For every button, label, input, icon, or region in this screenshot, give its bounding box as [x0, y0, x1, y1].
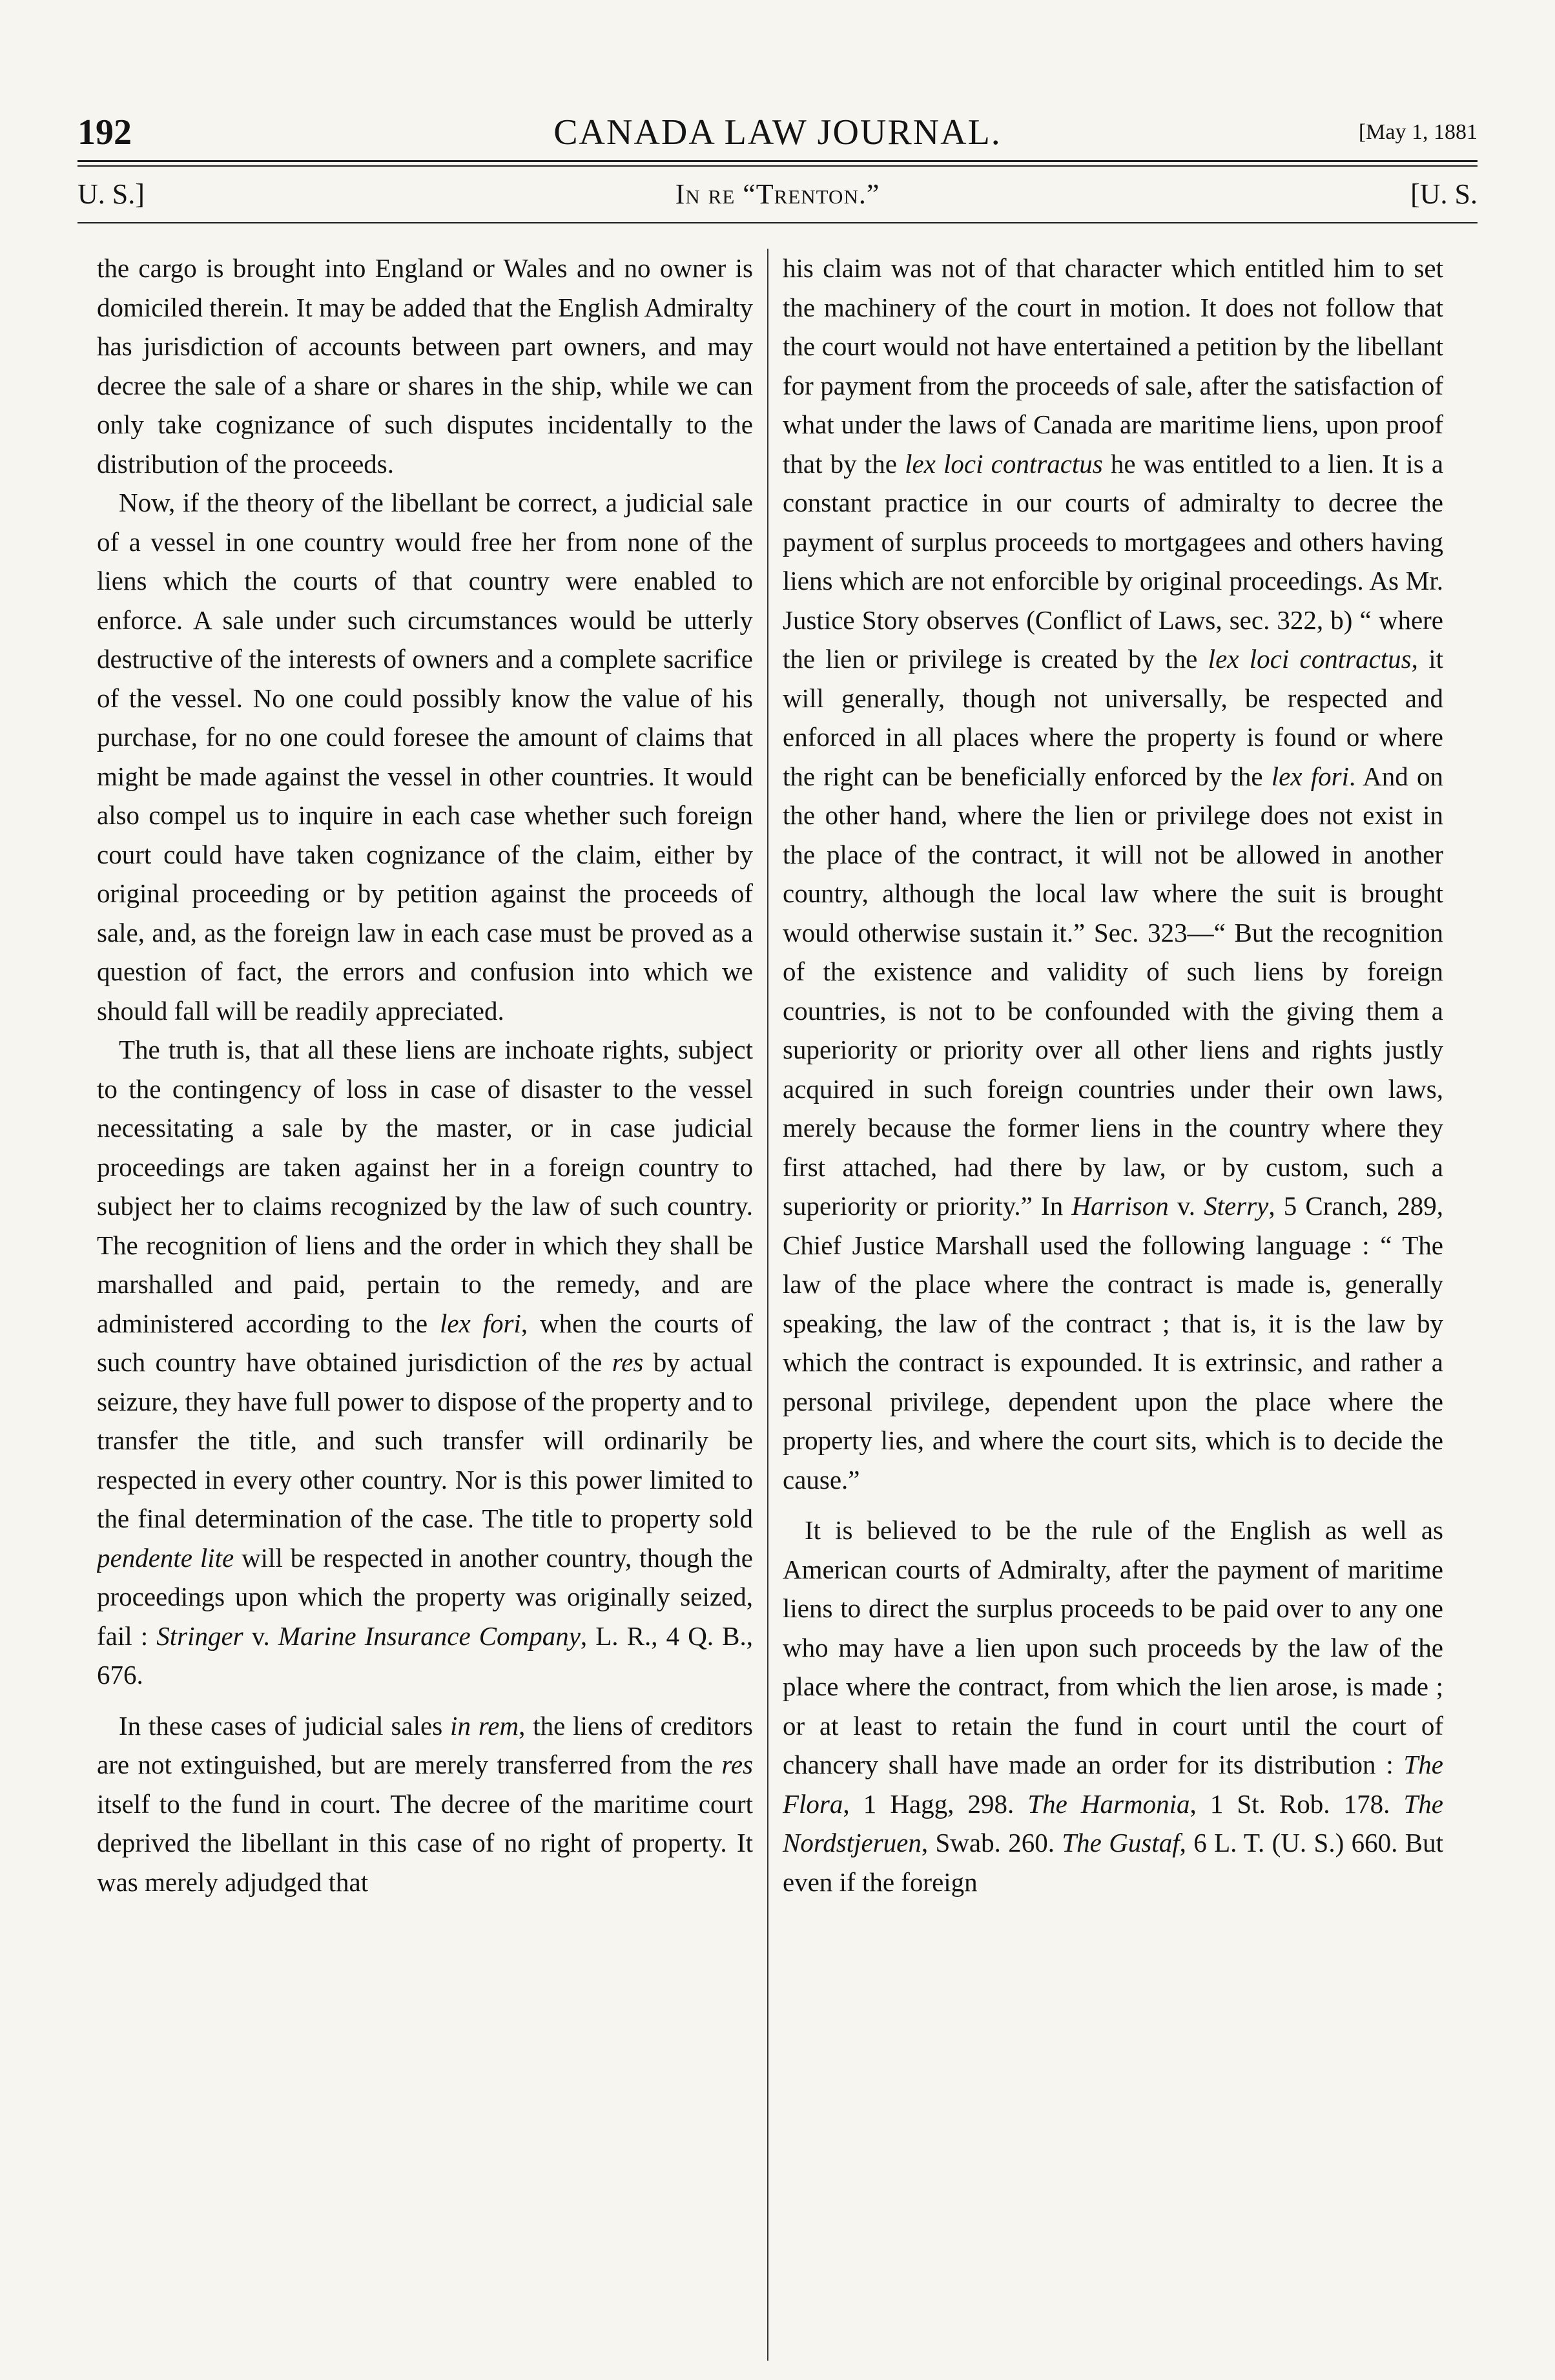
text-run: , 1 Hagg, 298. — [843, 1788, 1028, 1819]
text-run: itself to the fund in court. The decree of the maritime court deprived the libellant in this case of no right of property. It was merely adjudged that — [97, 1788, 753, 1897]
italic-citation: lex loci contractus — [1208, 644, 1412, 674]
italic-citation: The Flora — [783, 1750, 1443, 1819]
right-column — [768, 249, 1443, 2361]
italic-citation: lex loci contractus — [905, 448, 1103, 479]
italic-citation: Sterry — [1204, 1191, 1269, 1221]
paragraph — [97, 1706, 753, 1902]
text-run: will be respected in another country, though the proceedings upon which the property was originally seized, fail : — [97, 1542, 753, 1651]
text-run: v. — [243, 1620, 278, 1651]
italic-citation: res — [721, 1750, 753, 1779]
journal-title: CANADA LAW JOURNAL. — [553, 112, 1002, 152]
left-column — [97, 249, 768, 2361]
page-number: 192 — [77, 112, 132, 152]
header-rule-double — [77, 165, 1478, 167]
italic-citation: in rem — [450, 1710, 519, 1741]
case-title: In re “Trenton.” — [675, 178, 880, 210]
text-run: , 1 St. Rob. 178. — [1189, 1788, 1404, 1819]
text-run: It is believed to be the rule of the English as well as American courts of Admiralty, after the payment of maritime liens to direct the surplus proceeds to be paid over to any one who may have a lien upon such proceeds by the law of the place where the contract, from which the lien arose, is made ; or at least to retain the fund in court until the court of chancery shall have made an order for its distribution : — [783, 1515, 1443, 1779]
paragraph — [783, 249, 1443, 1499]
text-run: The truth is, that all these liens are inchoate rights, subject to the contingency of loss in case of disaster to the vessel necessitating a sale by the master, or in case judicial proceedings are taken against her in a foreign country to subject her to claims recognized by the law of such country. The recognition of liens and the order in which they shall be marshalled and paid, pertain to the remedy, and are administered according to the — [97, 1035, 753, 1338]
text-run: , the liens of creditors are not extinguished, but are merely transferred from the — [97, 1710, 753, 1779]
text-run: v. — [1168, 1191, 1204, 1221]
text-run: , 6 L. T. (U. S.) 660. But even if the foreign — [783, 1828, 1443, 1897]
text-run: , when the courts of such country have obtained jurisdiction of the — [97, 1308, 754, 1377]
jurisdiction-left: U. S.] — [77, 178, 145, 210]
italic-citation: lex fori — [1271, 761, 1349, 791]
issue-date: [May 1, 1881 — [1358, 120, 1478, 144]
text-run: . And on the other hand, where the lien or privilege does not exist in the place of the contract, it will not be allowed in another country, although the local law where the suit is brought would otherwise sustain it.” Sec. 323—“ But the recognition of the existence and validity of such liens by foreign countries, is not to be confounded with the giving them a superiority or priority over all other liens and rights justly acquired in such foreign countries under their own laws, merely because the former liens in the country where they first attached, had there by law, or by custom, such a superiority or priority.” In — [783, 761, 1443, 1221]
text-run: , Swab. 260. — [921, 1828, 1062, 1857]
italic-citation: Stringer — [156, 1620, 243, 1651]
text-run: the cargo is brought into England or Wales and no owner is domiciled therein. It may be added that the English Admiralty has jurisdiction of accounts between part owners, and may decree the sale of a share or shares in the ship, while we can only take cognizance of such disputes incidentally to the distribution of the proceeds. — [97, 253, 753, 479]
italic-citation: The Nordstjeruen — [783, 1788, 1443, 1857]
italic-citation: pendente lite — [97, 1542, 234, 1573]
italic-citation: res — [612, 1347, 644, 1377]
text-run: , 5 Cranch, 289, Chief Justice Marshall used the following language : “ The law of the place where the contract is made is, generally speaking, the law of the contract ; that is, it is the law by which the contract is expounded. It is extrinsic, and rather a personal privilege, dependent upon the place where the property lies, and where the court sits, which is to decide the cause.” — [783, 1191, 1443, 1495]
header-rule — [77, 160, 1478, 162]
italic-citation: The Gustaf — [1062, 1828, 1180, 1857]
text-run: , it will generally, though not universally, be respected and enforced in all places where the property is found or where the right can be beneficially enforced by the — [783, 644, 1443, 791]
running-head — [77, 110, 1478, 155]
case-heading-rule — [77, 222, 1478, 223]
text-run: , L. R., 4 Q. B., 676. — [97, 1620, 753, 1690]
text-run: by actual seizure, they have full power to dispose of the property and to transfer the title, and such transfer will ordinarily be respected in every other country. Nor is this power limited to the final determination of the case. The title to property sold — [97, 1347, 753, 1533]
jurisdiction-right: [U. S. — [1410, 178, 1478, 210]
text-run: he was entitled to a lien. It is a constant practice in our courts of admiralty to decree the payment of surplus proceeds to mortgagees and others having liens which are not enforcible by original proceedings. As Mr. Justice Story observes (Conflict of Laws, sec. 322, b) “ where the lien or privilege is created by the — [783, 448, 1443, 674]
italic-citation: Marine Insurance Company — [278, 1620, 581, 1651]
text-run: Now, if the theory of the libellant be correct, a judicial sale of a vessel in one country would free her from none of the liens which the courts of that country were enabled to enforce. A sale under such circumstances would be utterly destructive of the interests of owners and a complete sacrifice of the vessel. No one could possibly know the value of his purchase, for no one could foresee the amount of claims that might be made against the vessel in other countries. It would also compel us to inquire in each case whether such foreign court could have taken cognizance of the claim, either by original proceeding or by petition against the proceeds of sale, and, as the foreign law in each case must be proved as a question of fact, the errors and confusion into which we should fall will be readily appreciated. — [97, 488, 753, 1026]
text-run: In these cases of judicial sales — [119, 1710, 451, 1741]
text-run: his claim was not of that character which entitled him to set the machinery of the court in motion. It does not follow that the court would not have entertained a petition by the libellant for payment from the proceeds of sale, after the satisfaction of what under the laws of Canada are maritime liens, upon proof that by the — [783, 253, 1443, 479]
italic-citation: Harrison — [1071, 1191, 1169, 1221]
paragraph — [97, 483, 753, 1030]
body-columns — [97, 249, 1443, 2361]
italic-citation: lex fori — [439, 1308, 521, 1338]
italic-citation: The Harmonia — [1027, 1788, 1190, 1819]
paragraph — [97, 1030, 753, 1695]
paragraph — [97, 249, 753, 483]
case-heading — [77, 174, 1478, 214]
paragraph — [783, 1511, 1443, 1901]
